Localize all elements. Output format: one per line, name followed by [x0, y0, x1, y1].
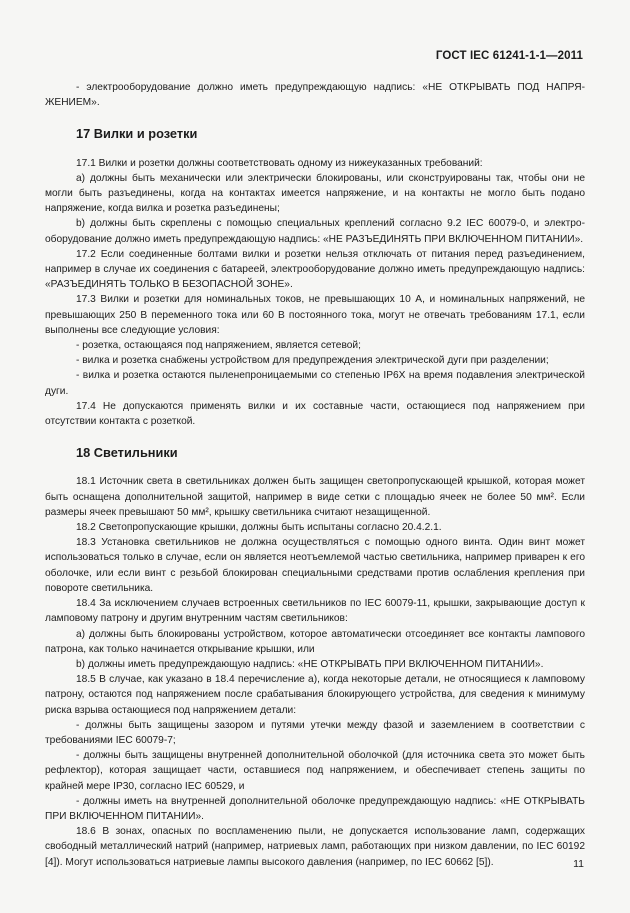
document-header: ГОСТ IEC 61241-1-1—2011: [435, 50, 583, 62]
paragraph-18-6: 18.6 В зонах, опасных по воспламенению пыли, не допускается использование ламп, содержащих свободный металлический натрий (например, натриевых ламп, работающих при низком давлении, по IEC 60192 [4]). Могут использоваться натриевые лампы высокого давления (например, по IEC 60662 [5]).: [45, 826, 585, 868]
paragraph-18-4-b: b) должны иметь предупреждающую надпись: «НЕ ОТКРЫВАТЬ ПРИ ВКЛЮЧЕННОМ ПИТАНИИ».: [76, 658, 544, 670]
paragraph-18-4-a: а) должны быть блокированы устройством, которое автоматически отсоединяет все контакты лампового патрона, как только начинается открывание крышки, или: [45, 628, 585, 655]
section-heading-18: 18 Светильники: [76, 445, 178, 461]
list-item-17-3-2: - вилка и розетка снабжены устройством для предупреждения электрической дуги при разделении;: [76, 355, 549, 367]
list-item-17-3-1: - розетка, остающаяся под напряжением, является сетевой;: [76, 340, 361, 352]
paragraph-18-1: 18.1 Источник света в светильниках должен быть защищен светопропускающей крышкой, которая может быть оснащена дополнительной защитой, например в виде сетки с площадью ячеек не более 50 мм². Если размеры ячеек превышают 50 мм², крышку светильника считают незащищенной.: [45, 476, 585, 518]
intro-paragraph: - электрооборудование должно иметь предупреждающую надпись: «НЕ ОТКРЫВАТЬ ПОД НАПРЯЖЕНИЕМ».: [45, 82, 585, 109]
paragraph-17-4: 17.4 Не допускаются применять вилки и их составные части, остающиеся под напряжением при отсутствии контакта с розеткой.: [45, 400, 585, 428]
list-item-18-5-1: - должны быть защищены зазором и путями утечки между фазой и заземлением в соответствии с требованиями IEC 60079-7;: [45, 719, 585, 746]
paragraph-17-3: 17.3 Вилки и розетки для номинальных токов, не превышающих 10 А, и номинальных напряжений, не превышающих 250 В переменного тока или 60 В постоянного тока, могут не отвечать требованиям 17.1, если выполнены все следующие условия:: [45, 294, 585, 336]
list-item-17-3-3: - вилка и розетка остаются пыленепроницаемыми со степенью IP6X на время подавления электрической дуги.: [45, 370, 585, 397]
paragraph-17-1-b: b) должны быть скреплены с помощью специальных креплений согласно 9.2 IEC 60079-0, и электрооборудование должно иметь предупреждающую надпись: «НЕ РАЗЪЕДИНЯТЬ ПРИ ВКЛЮЧЕННОМ ПИТАНИИ».: [45, 218, 585, 245]
paragraph-18-5: 18.5 В случае, как указано в 18.4 перечисление а), когда некоторые детали, не относящиеся к ламповому патрону, остаются под напряжением после срабатывания блокирующего устройства, для сведения к минимуму риска взрыва остающиеся под напряжением детали:: [45, 674, 585, 716]
paragraph-17-2: 17.2 Если соединенные болтами вилки и розетки нельзя отключать от питания перед разъединением, например в случае их соединения с батареей, электрооборудование должно иметь предупреждающую надпись: «РАЗЪЕДИНЯТЬ ТОЛЬКО В БЕЗОПАСНОЙ ЗОНЕ».: [45, 248, 585, 291]
document-body: [45, 80, 585, 870]
list-item-18-5-2: - должны быть защищены внутренней дополнительной оболочкой (для источника света это может быть рефлектор), которая защищает части, оставшиеся под напряжением, и обеспечивает степень защиты по крайней мере IP30, согласно IEC 60529, и: [45, 750, 585, 792]
list-item-18-5-3: - должны иметь на внутренней дополнительной оболочке предупреждающую надпись: «НЕ ОТКРЫВАТЬ ПРИ ВКЛЮЧЕННОМ ПИТАНИИ».: [45, 795, 585, 822]
section-heading-17: 17 Вилки и розетки: [76, 126, 198, 142]
page-number: 11: [573, 858, 584, 870]
paragraph-18-4: 18.4 За исключением случаев встроенных светильников по IEC 60079-11, крышки, закрывающие доступ к ламповому патрону и другим внутренним частям светильников:: [45, 598, 585, 625]
paragraph-17-1: 17.1 Вилки и розетки должны соответствовать одному из нижеуказанных требований:: [76, 157, 483, 169]
paragraph-18-3: 18.3 Установка светильников не должна осуществляться с помощью одного винта. Один винт может использоваться только в случае, если он является неотъемлемой частью светильника, например приварен к его оболочке, или если винт с резьбой блокирован специальными средствами против ослабления крепления при повороте светильника.: [45, 537, 585, 594]
paragraph-17-1-a: а) должны быть механически или электрически блокированы, или сконструированы так, чтобы они не могли быть разъединены, когда на контактах имеется напряжение, и на контакты не могло быть подано напряжение, когда вилка и розетка разъединены;: [45, 172, 585, 215]
paragraph-18-2: 18.2 Светопропускающие крышки, должны быть испытаны согласно 20.4.2.1.: [76, 522, 442, 534]
